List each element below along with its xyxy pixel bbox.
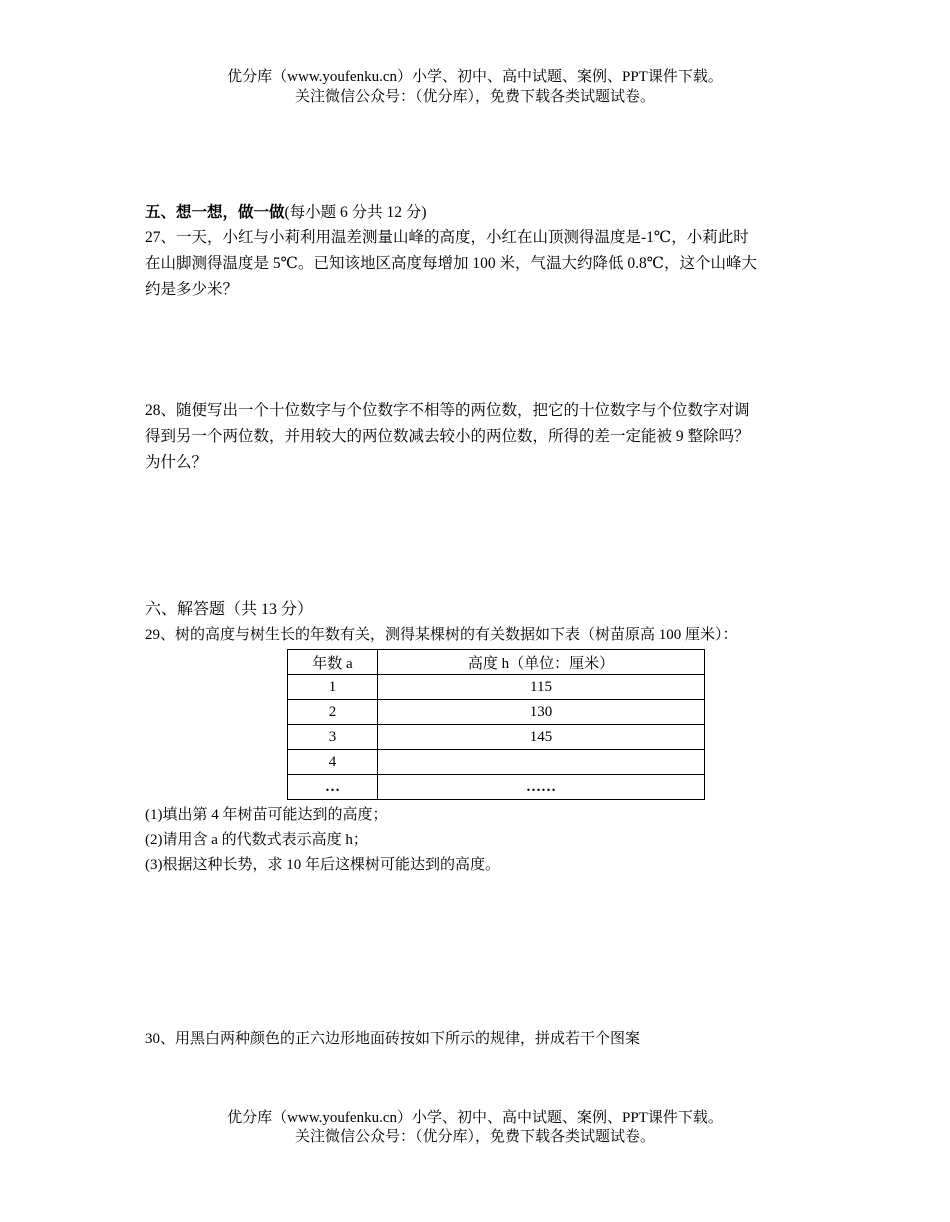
table-row bbox=[288, 750, 705, 775]
question-27-line: 约是多少米？ bbox=[145, 281, 239, 298]
question-27 bbox=[145, 225, 810, 303]
page-header-line-1: 优分库（www.youfenku.cn）小学、初中、高中试题、案例、PPT课件下载。 bbox=[227, 69, 723, 85]
question-28-line: 为什么？ bbox=[145, 454, 208, 471]
question-29-sub-3: (3)根据这种长势，求 10 年后这棵树可能达到的高度。 bbox=[145, 857, 500, 873]
question-28 bbox=[145, 398, 810, 476]
table-header-row bbox=[288, 650, 705, 675]
question-29-sub-2: (2)请用含 a 的代数式表示高度 h； bbox=[145, 832, 368, 848]
table-cell bbox=[378, 750, 705, 775]
table-cell: 130 bbox=[378, 700, 705, 725]
question-29-sub-1: (1)填出第 4 年树苗可能达到的高度； bbox=[145, 807, 388, 823]
section-6-title: 六、解答题（共 13 分） bbox=[145, 601, 314, 618]
section-5-title-note: (每小题 6 分共 12 分) bbox=[284, 204, 427, 221]
question-29-intro: 29、树的高度与树生长的年数有关，测得某棵树的有关数据如下表（树苗原高 100 厘米）： bbox=[145, 627, 738, 643]
table-cell: 3 bbox=[288, 725, 378, 750]
table-cell: … bbox=[288, 775, 378, 800]
table-cell: 1 bbox=[288, 675, 378, 700]
table-header-cell: 年数 a bbox=[288, 650, 378, 675]
question-28-line: 28、随便写出一个十位数字与个位数字不相等的两位数，把它的十位数字与个位数字对调 bbox=[145, 402, 750, 419]
table-row bbox=[288, 700, 705, 725]
section-5-title bbox=[145, 201, 427, 225]
question-30: 30、用黑白两种颜色的正六边形地面砖按如下所示的规律，拼成若干个图案 bbox=[145, 1031, 641, 1047]
table-row bbox=[288, 775, 705, 800]
table-cell: 115 bbox=[378, 675, 705, 700]
table-row bbox=[288, 725, 705, 750]
question-27-line: 27、一天，小红与小莉利用温差测量山峰的高度，小红在山顶测得温度是-1℃，小莉此时 bbox=[145, 229, 749, 246]
page-footer-line-1: 优分库（www.youfenku.cn）小学、初中、高中试题、案例、PPT课件下载。 bbox=[227, 1110, 723, 1126]
table-cell: 4 bbox=[288, 750, 378, 775]
section-5-title-bold: 五、想一想，做一做 bbox=[145, 204, 285, 221]
table-cell: 145 bbox=[378, 725, 705, 750]
table-cell: 2 bbox=[288, 700, 378, 725]
question-27-line: 在山脚测得温度是 5℃。已知该地区高度每增加 100 米，气温大约降低 0.8℃，这个山峰大 bbox=[145, 255, 758, 272]
page-header-line-2: 关注微信公众号：（优分库），免费下载各类试题试卷。 bbox=[294, 89, 655, 105]
table-row bbox=[288, 675, 705, 700]
page-footer-line-2: 关注微信公众号：（优分库），免费下载各类试题试卷。 bbox=[294, 1129, 655, 1145]
tree-height-table bbox=[287, 649, 705, 800]
question-28-line: 得到另一个两位数，并用较大的两位数减去较小的两位数，所得的差一定能被 9 整除吗？ bbox=[145, 428, 750, 445]
table-cell: …… bbox=[378, 775, 705, 800]
table-header-cell: 高度 h（单位：厘米） bbox=[378, 650, 705, 675]
